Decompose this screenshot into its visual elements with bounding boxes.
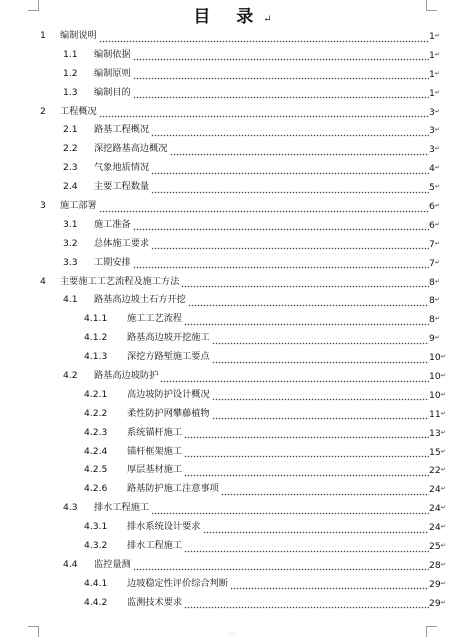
toc-entry-title: 排水工程施工 xyxy=(94,502,150,514)
toc-page-number: 24 xyxy=(429,484,441,496)
paragraph-mark-icon: ↵ xyxy=(434,315,440,323)
paragraph-mark-icon: ↵ xyxy=(434,202,440,210)
toc-entry[interactable] xyxy=(0,329,465,348)
toc-dot-leader xyxy=(184,443,429,462)
toc-entry-number: 4.3.1 xyxy=(84,521,108,533)
toc-entry-title: 工期安排 xyxy=(94,256,131,268)
corner-mark-bottom-left xyxy=(28,626,39,637)
toc-entry-page xyxy=(429,329,443,349)
paragraph-mark-icon: ↵ xyxy=(440,560,446,568)
toc-entry-title: 工程概况 xyxy=(60,105,97,117)
toc-entry-page xyxy=(429,254,443,274)
toc-entry-number: 1 xyxy=(40,30,46,41)
toc-entry-page xyxy=(429,443,446,463)
toc-entry[interactable] xyxy=(0,424,465,443)
paragraph-mark-icon: ↵ xyxy=(440,409,446,417)
toc-entry-page xyxy=(429,367,446,387)
toc-entry-title: 总体施工要求 xyxy=(94,237,150,249)
toc-entry[interactable] xyxy=(0,291,465,310)
toc-entry[interactable] xyxy=(0,140,465,159)
toc-entry-page xyxy=(429,235,443,255)
toc-page-number: 1 xyxy=(429,68,435,80)
toc-page-number: 28 xyxy=(429,559,441,571)
toc-page-number: 15 xyxy=(429,446,441,458)
toc-dot-leader xyxy=(151,235,429,254)
toc-entry-title: 路基高边坡土石方开挖 xyxy=(94,294,186,306)
toc-entry-title: 编制说明 xyxy=(60,30,97,41)
toc-page-number: 29 xyxy=(429,578,441,590)
toc-entry-page xyxy=(429,197,443,217)
toc-entry-title: 边坡稳定性评价综合判断 xyxy=(127,577,229,589)
toc-page-number: 25 xyxy=(429,541,441,552)
toc-entry-title: 深挖方路堑施工要点 xyxy=(127,351,210,363)
toc-page-number: 4 xyxy=(429,163,435,175)
toc-entry-page xyxy=(429,273,443,293)
paragraph-mark-icon: ↵ xyxy=(434,258,440,266)
toc-entry-title: 编制原则 xyxy=(94,67,131,79)
toc-page-number: 24 xyxy=(429,522,441,534)
toc-entry[interactable] xyxy=(0,367,465,386)
toc-entry[interactable] xyxy=(0,235,465,254)
paragraph-mark-icon: ↵ xyxy=(434,145,440,153)
toc-entry[interactable] xyxy=(0,121,465,140)
toc-entry-page xyxy=(429,480,446,500)
toc-dot-leader xyxy=(133,65,429,84)
toc-entry-title: 施工准备 xyxy=(94,218,131,230)
toc-entry-page xyxy=(429,556,446,576)
toc-entry-page xyxy=(429,461,446,481)
toc-entry[interactable] xyxy=(0,65,465,84)
toc-dot-leader xyxy=(133,556,429,575)
toc-entry-number: 4.1.1 xyxy=(84,313,108,325)
toc-entry-title: 排水系统设计要求 xyxy=(127,521,201,533)
toc-entry-number: 2.3 xyxy=(63,162,78,174)
toc-entry-number: 4.1 xyxy=(63,294,78,306)
paragraph-mark-icon: ↵ xyxy=(434,183,440,191)
toc-page-number: 7 xyxy=(429,238,435,250)
toc-dot-leader xyxy=(133,216,429,235)
toc-entry[interactable] xyxy=(0,405,465,424)
toc-entry-title: 施工工艺流程 xyxy=(127,313,183,325)
toc-entry-number: 4.1.2 xyxy=(84,332,108,344)
toc-entry-page xyxy=(429,518,446,538)
toc-entry[interactable] xyxy=(0,575,465,594)
toc-entry-page xyxy=(429,348,446,368)
toc-entry-page xyxy=(429,27,443,47)
toc-dot-leader xyxy=(212,386,429,405)
toc-entry-title: 施工部署 xyxy=(60,200,97,212)
toc-dot-leader xyxy=(184,310,429,329)
paragraph-mark-icon: ↵ xyxy=(440,390,446,398)
toc-page-number: 3 xyxy=(429,125,435,137)
paragraph-mark-icon: ↵ xyxy=(434,277,440,285)
toc-entry-title: 路基工程概况 xyxy=(94,124,150,136)
paragraph-mark-icon: ↵ xyxy=(434,88,440,96)
toc-dot-leader xyxy=(151,178,429,197)
paragraph-mark-icon: ↵ xyxy=(263,14,272,25)
paragraph-mark-icon: ↵ xyxy=(440,542,446,550)
toc-dot-leader xyxy=(230,575,429,594)
paragraph-mark-icon: ↵ xyxy=(440,428,446,436)
toc-page-number: 24 xyxy=(429,503,441,515)
toc-dot-leader xyxy=(151,121,429,140)
toc-page-number: 10 xyxy=(429,389,441,401)
toc-entry[interactable] xyxy=(0,386,465,405)
paragraph-mark-icon: ↵ xyxy=(434,50,440,58)
toc-entry-number: 4.1.3 xyxy=(84,351,108,363)
paragraph-mark-icon: ↵ xyxy=(434,334,440,342)
toc-entry-title: 厚层基材施工 xyxy=(127,464,183,476)
toc-entry-title: 系统锚杆施工 xyxy=(127,426,183,438)
toc-dot-leader xyxy=(151,159,429,178)
toc-entry-number: 1.2 xyxy=(63,67,78,79)
toc-entry-page xyxy=(429,140,443,160)
paragraph-mark-icon: ↵ xyxy=(440,485,446,493)
corner-mark-bottom-right xyxy=(426,626,437,637)
toc-entry-page xyxy=(429,386,446,406)
toc-entry[interactable] xyxy=(0,556,465,575)
paragraph-mark-icon: ↵ xyxy=(434,126,440,134)
toc-entry-title: 编制依据 xyxy=(94,48,131,60)
toc-entry-title: 深挖路基高边概况 xyxy=(94,143,168,155)
toc-entry[interactable] xyxy=(0,518,465,537)
toc-entry-number: 1.3 xyxy=(63,86,78,98)
toc-entry-page xyxy=(429,103,443,123)
toc-entry[interactable] xyxy=(0,27,465,46)
toc-entry-number: 4.2.5 xyxy=(84,464,108,476)
paragraph-mark-icon: ↵ xyxy=(434,239,440,247)
toc-dot-leader xyxy=(133,46,429,65)
toc-dot-leader xyxy=(184,424,429,443)
toc-entry[interactable] xyxy=(0,84,465,103)
toc-page-number: 10 xyxy=(429,352,441,364)
toc-entry-number: 4.2.2 xyxy=(84,407,108,419)
toc-entry-number: 2 xyxy=(40,105,46,117)
toc-entry-title: 主要工程数量 xyxy=(94,181,150,193)
toc-page-number: 9 xyxy=(429,333,435,345)
toc-entry-page xyxy=(429,575,446,595)
toc-page-number: 3 xyxy=(429,144,435,156)
toc-entry-title: 排水工程施工 xyxy=(127,540,183,552)
toc-entry[interactable] xyxy=(0,216,465,235)
toc-entry-number: 4.3.2 xyxy=(84,540,108,552)
toc-dot-leader xyxy=(212,348,429,367)
toc-entry[interactable] xyxy=(0,461,465,480)
toc-entry[interactable] xyxy=(0,273,465,292)
toc-entry-page xyxy=(429,216,443,236)
toc-entry-page xyxy=(429,121,443,141)
toc-entry[interactable] xyxy=(0,537,465,556)
page-title-text: 目 录 xyxy=(193,7,264,27)
toc-dot-leader xyxy=(221,480,429,499)
toc-entry[interactable] xyxy=(0,103,465,122)
toc-entry[interactable] xyxy=(0,594,465,613)
toc-entry-page xyxy=(429,405,446,425)
toc-entry-page xyxy=(429,178,443,198)
toc-page-number: 8 xyxy=(429,295,435,307)
toc-entry-number: 4.2.1 xyxy=(84,388,108,400)
toc-entry-title: 编制目的 xyxy=(94,86,131,98)
toc-entry[interactable] xyxy=(0,443,465,462)
toc-dot-leader xyxy=(184,594,429,613)
paragraph-mark-icon: ↵ xyxy=(434,69,440,77)
toc-page-number: 13 xyxy=(429,427,441,439)
toc-entry-number: 2.2 xyxy=(63,143,78,155)
toc-entry-page xyxy=(429,594,446,614)
toc-page-number: 8 xyxy=(429,314,435,326)
paragraph-mark-icon: ↵ xyxy=(440,598,446,606)
toc-dot-leader xyxy=(203,518,429,537)
toc-entry-number: 4.2.4 xyxy=(84,445,108,457)
paragraph-mark-icon: ↵ xyxy=(440,353,446,361)
toc-entry-number: 2.4 xyxy=(63,181,78,193)
toc-entry-title: 路基高边坡防护 xyxy=(94,370,159,382)
toc-dot-leader xyxy=(160,367,429,386)
toc-entry-number: 1.1 xyxy=(63,48,78,60)
toc-entry[interactable] xyxy=(0,178,465,197)
toc-entry[interactable] xyxy=(0,348,465,367)
toc-dot-leader xyxy=(170,140,429,159)
toc-entry-number: 3 xyxy=(40,200,46,212)
paragraph-mark-icon: ↵ xyxy=(440,447,446,455)
toc-page-number: 29 xyxy=(429,597,441,609)
toc-dot-leader xyxy=(99,27,429,46)
toc-entry-number: 3.3 xyxy=(63,256,78,268)
toc-entry-title: 锚杆框架施工 xyxy=(127,445,183,457)
toc-dot-leader xyxy=(99,103,429,122)
toc-page-number: 6 xyxy=(429,200,435,212)
toc-entry-page xyxy=(429,46,443,66)
toc-page-number: 10 xyxy=(429,370,441,382)
toc-entry-title: 主要施工工艺流程及施工方法 xyxy=(60,275,180,287)
toc-entry[interactable] xyxy=(0,197,465,216)
toc-entry-page xyxy=(429,65,443,85)
toc-entry-number: 3.1 xyxy=(63,218,78,230)
toc-entry[interactable] xyxy=(0,46,465,65)
footer-mark: ·.· xyxy=(229,630,235,637)
toc-entry-page xyxy=(429,159,443,179)
toc-page-number: 8 xyxy=(429,276,435,288)
toc-entry-page xyxy=(429,537,446,557)
toc-entry-page xyxy=(429,499,446,519)
toc-entry-number: 3.2 xyxy=(63,237,78,249)
toc-entry-number: 4.2.6 xyxy=(84,483,108,495)
paragraph-mark-icon: ↵ xyxy=(434,164,440,172)
toc-entry-title: 路基防护施工注意事项 xyxy=(127,483,219,495)
toc-page-number: 22 xyxy=(429,465,441,477)
toc-page-number: 1 xyxy=(429,30,435,42)
toc-dot-leader xyxy=(212,405,429,424)
toc-entry-title: 路基高边坡开挖施工 xyxy=(127,332,210,344)
toc-dot-leader xyxy=(133,84,429,103)
toc-entry-number: 4.2 xyxy=(63,370,78,382)
toc-entry-title: 监测技术要求 xyxy=(127,596,183,608)
table-of-contents xyxy=(0,27,465,613)
toc-entry-title: 柔性防护网攀藤植物 xyxy=(127,407,210,419)
toc-page-number: 6 xyxy=(429,219,435,231)
paragraph-mark-icon: ↵ xyxy=(434,32,440,39)
toc-entry-page xyxy=(429,291,443,311)
toc-entry-page xyxy=(429,424,446,444)
paragraph-mark-icon: ↵ xyxy=(440,466,446,474)
toc-entry[interactable] xyxy=(0,254,465,273)
toc-dot-leader xyxy=(184,537,429,556)
toc-page-number: 1 xyxy=(429,87,435,99)
paragraph-mark-icon: ↵ xyxy=(434,107,440,115)
toc-entry-number: 4.2.3 xyxy=(84,426,108,438)
toc-entry-page xyxy=(429,84,443,104)
toc-page-number: 3 xyxy=(429,106,435,118)
toc-entry[interactable] xyxy=(0,310,465,329)
toc-dot-leader xyxy=(188,291,429,310)
toc-dot-leader xyxy=(181,273,429,292)
toc-page-number: 5 xyxy=(429,182,435,194)
toc-dot-leader xyxy=(151,499,429,518)
paragraph-mark-icon: ↵ xyxy=(434,220,440,228)
toc-entry-number: 4 xyxy=(40,275,46,287)
toc-entry-page xyxy=(429,310,443,330)
toc-dot-leader xyxy=(184,461,429,480)
toc-entry-number: 4.4.1 xyxy=(84,577,108,589)
toc-page-number: 1 xyxy=(429,49,435,61)
toc-entry[interactable] xyxy=(0,159,465,178)
toc-entry-number: 4.4 xyxy=(63,558,78,570)
paragraph-mark-icon: ↵ xyxy=(440,372,446,380)
paragraph-mark-icon: ↵ xyxy=(440,504,446,512)
toc-page-number: 11 xyxy=(429,408,441,420)
toc-dot-leader xyxy=(99,197,429,216)
toc-entry[interactable] xyxy=(0,499,465,518)
toc-dot-leader xyxy=(212,329,429,348)
toc-entry-number: 4.3 xyxy=(63,502,78,514)
toc-dot-leader xyxy=(133,254,429,273)
toc-entry-title: 监控量测 xyxy=(94,558,131,570)
toc-entry-title: 气象地质情况 xyxy=(94,162,150,174)
paragraph-mark-icon: ↵ xyxy=(440,579,446,587)
toc-entry-title: 高边坡防护设计概况 xyxy=(127,388,210,400)
toc-entry-number: 4.4.2 xyxy=(84,596,108,608)
toc-entry-number: 2.1 xyxy=(63,124,78,136)
toc-page-number: 7 xyxy=(429,257,435,269)
toc-entry[interactable] xyxy=(0,480,465,499)
paragraph-mark-icon: ↵ xyxy=(440,523,446,531)
paragraph-mark-icon: ↵ xyxy=(434,296,440,304)
